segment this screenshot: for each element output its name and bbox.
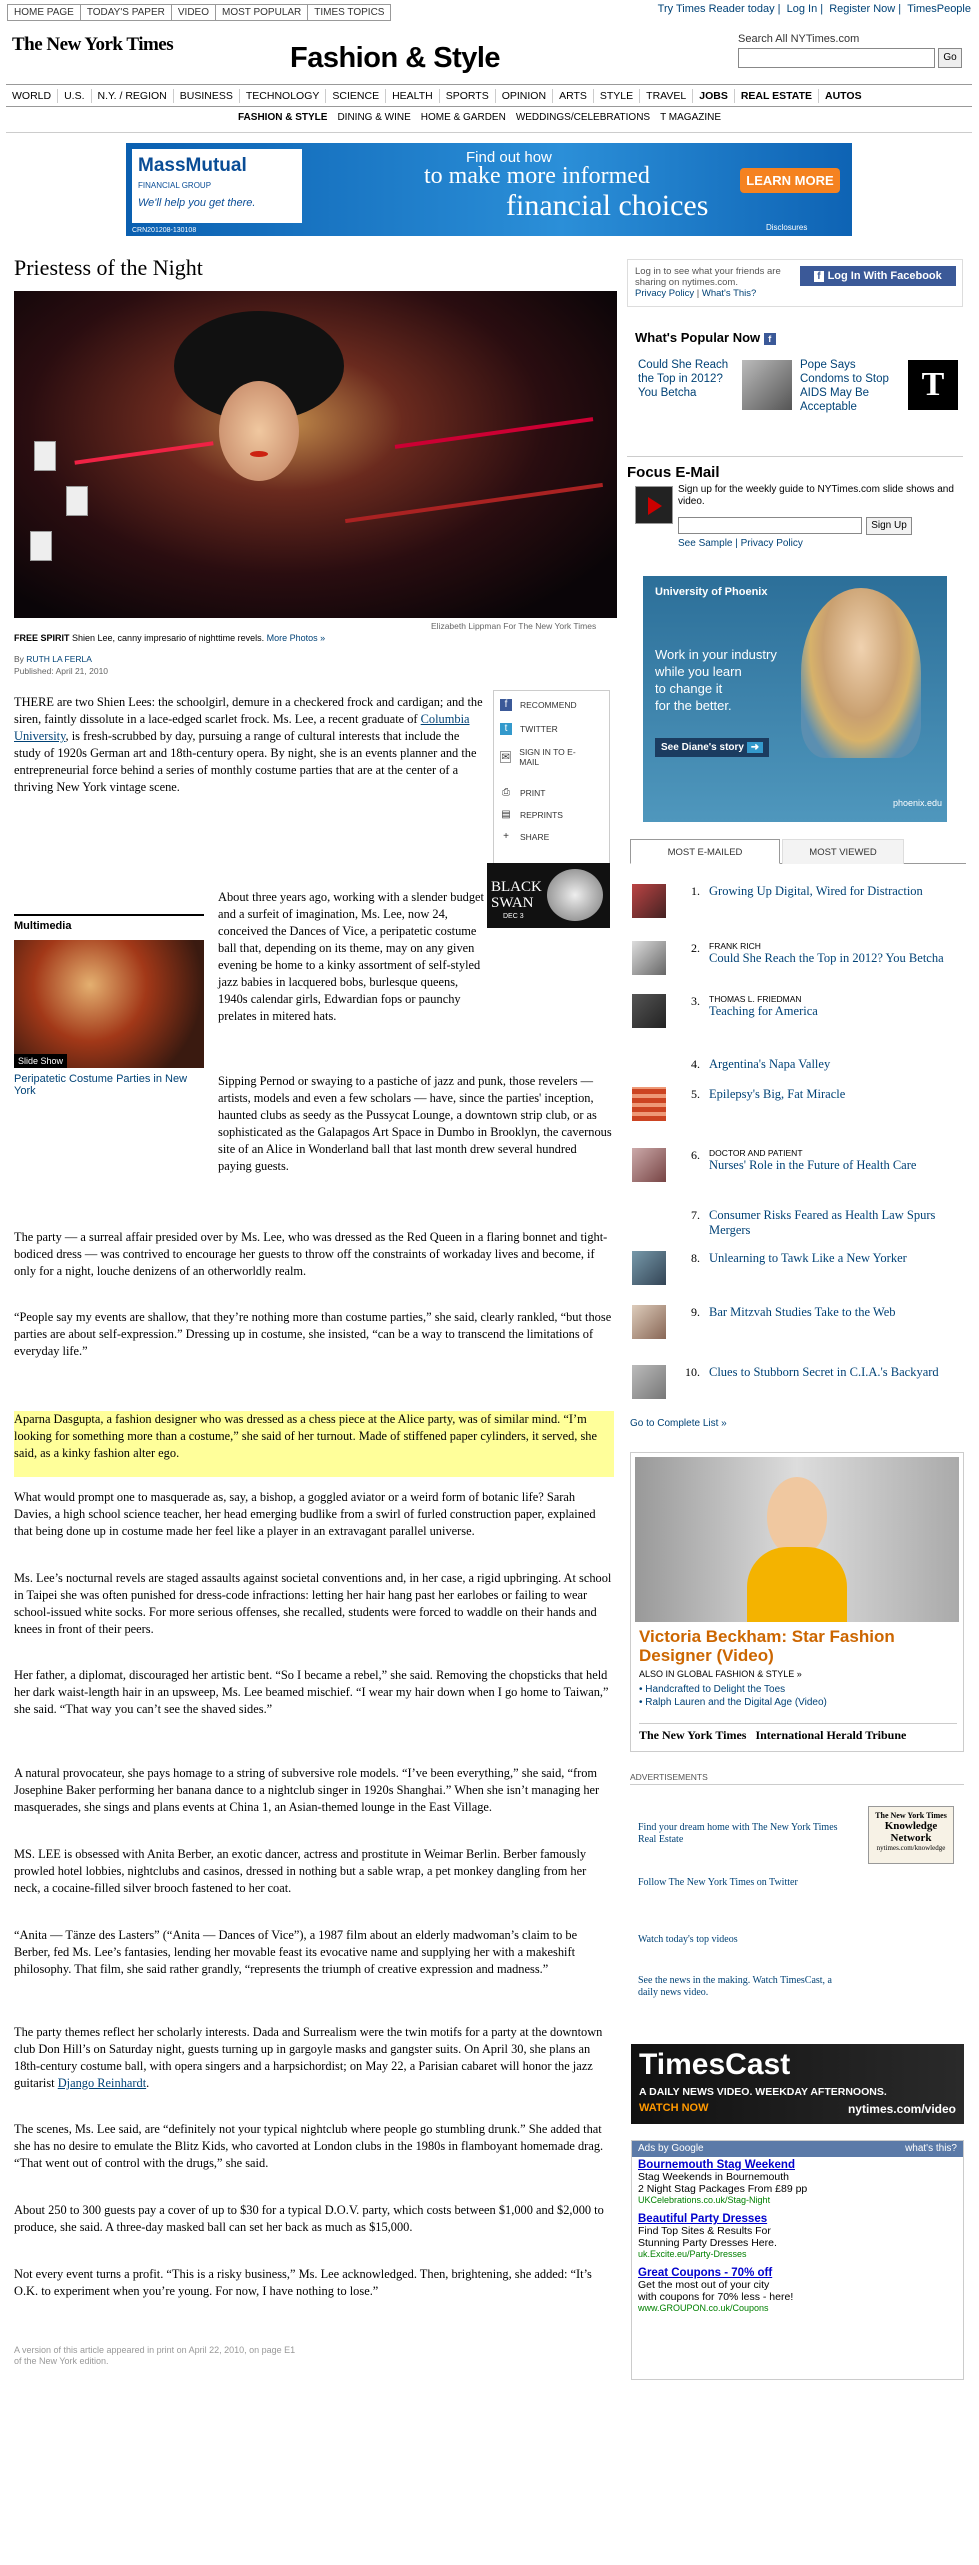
article-paragraph — [14, 1927, 614, 1978]
sub-dining-wine[interactable]: DINING & WINE — [337, 112, 411, 123]
django-reinhardt-link[interactable]: Django Reinhardt — [57, 2076, 147, 2090]
popular-item-1[interactable]: Could She Reach the Top in 2012? You Betcha — [638, 359, 729, 399]
sub-home-garden[interactable]: HOME & GARDEN — [420, 112, 506, 123]
popular-title: What's Popular Now — [635, 330, 761, 345]
share-tool[interactable] — [500, 831, 549, 843]
item-title: Consumer Risks Feared as Health Law Spurs Mergers — [709, 1208, 936, 1237]
section-sports[interactable]: SPORTS — [440, 89, 496, 103]
ad-learn-more-button[interactable]: LEARN MORE — [740, 168, 840, 193]
photo-face — [219, 381, 299, 481]
most-popular-tabs — [630, 839, 966, 864]
byline — [14, 654, 92, 664]
item-title: Epilepsy's Big, Fat Miracle — [709, 1087, 846, 1101]
item-number: 2. — [691, 941, 700, 955]
caption-text: Shien Lee, canny impresario of nighttime revels. — [69, 633, 265, 643]
google-ad-desc: Find Top Sites & Results For — [638, 2225, 771, 2237]
article-paragraph — [14, 694, 484, 796]
focus-privacy-link[interactable]: Privacy Policy — [740, 538, 803, 549]
google-ad-url: www.GROUPON.co.uk/Coupons — [638, 2303, 769, 2313]
ad-face-image — [547, 869, 603, 921]
article-paragraph — [14, 2024, 614, 2092]
item-title: Unlearning to Tawk Like a New Yorker — [709, 1251, 907, 1265]
university-of-phoenix-ad[interactable] — [643, 576, 947, 822]
tool-label: RECOMMEND — [520, 700, 577, 710]
also-in-label[interactable]: ALSO IN GLOBAL FASHION & STYLE » — [639, 1669, 802, 1679]
paragraph-text: What would prompt one to masquerade as, say, a bishop, a goggled aviator or a weird form of botanic life? Sarah Davies, a high school science teacher, her head emerging budlike from a swirl of furled construction paper, explained that being done up in costume made her feel like a player in an extravagant parallel universe. — [14, 1490, 596, 1538]
item-thumb — [632, 1365, 666, 1399]
paragraph-text: Ms. Lee’s nocturnal revels are staged assaults against societal conventions and, in her case, a rigid upbringing. At school in Taipei she was often punished for dress-code infractions: letting her hair hang past her earlobes or failing to wear school-issued white socks. For more serious offenses, she recalled, students were forced to waddle on their hands and knees in front of their peers. — [14, 1571, 612, 1636]
paragraph-text: Aparna Dasgupta, a fashion designer who was dressed as a chess piece at the Alice party, was of similar mind. “I’m looking for something more than a costume,” she said of her turnout. Made of stiffened paper cylinders, it served, she said, as a kinky fashion alter ego. — [14, 1412, 598, 1460]
photo-lips — [250, 451, 268, 457]
tool-label: TWITTER — [520, 724, 558, 734]
section-nav — [6, 84, 972, 107]
section-style[interactable]: STYLE — [594, 89, 640, 103]
sub-t-magazine[interactable]: T MAGAZINE — [660, 112, 722, 123]
see-dianes-story-button[interactable] — [655, 738, 769, 757]
slide-show-badge: Slide Show — [14, 1054, 67, 1068]
item-number: 1. — [691, 884, 700, 898]
massmutual-banner-ad[interactable] — [126, 143, 852, 236]
paragraph-text: The party — a surreal affair presided over by Ms. Lee, who was dressed as the Red Queen in a flaring bonnet and tight-bodiced dress — was contrived to encourage her guests to throw off the constraints of workaday lives and become, if only for a night, louche denizens of an otherworldly realm. — [14, 1230, 608, 1278]
recommend-tool[interactable] — [500, 699, 577, 711]
item-title: Teaching for America — [709, 1004, 818, 1018]
login-link[interactable]: Log In — [786, 3, 818, 15]
photo-light-streak — [345, 483, 603, 523]
item-title: Clues to Stubborn Secret in C.I.A.'s Backyard — [709, 1365, 939, 1379]
ad-tagline: We'll help you get there. — [138, 197, 256, 209]
video-related-links — [639, 1683, 827, 1709]
section-jobs[interactable]: JOBS — [693, 89, 735, 103]
article-paragraph — [14, 1570, 614, 1638]
email-tool[interactable] — [500, 747, 590, 767]
register-link[interactable]: Register Now — [829, 3, 896, 15]
timescast-tagline: A DAILY NEWS VIDEO. WEEKDAY AFTERNOONS. — [639, 2086, 887, 2098]
phoenix-url: phoenix.edu — [893, 798, 943, 808]
ad-link-twitter[interactable] — [638, 1877, 838, 1889]
google-ads-box — [631, 2140, 964, 2380]
tool-label: PRINT — [520, 788, 546, 798]
email-signup-input[interactable] — [678, 517, 862, 534]
phoenix-logo: University of Phoenix — [655, 586, 768, 598]
see-sample-link[interactable]: See Sample — [678, 538, 733, 549]
nav-most-popular[interactable]: MOST POPULAR — [215, 4, 308, 21]
privacy-policy-link[interactable]: Privacy Policy — [635, 288, 695, 299]
item-thumb — [632, 941, 666, 975]
nav-times-topics[interactable]: TIMES TOPICS — [307, 4, 391, 21]
kn-title: Knowledge Network — [884, 1820, 938, 1844]
item-number: 4. — [691, 1057, 700, 1071]
article-paragraph — [14, 2266, 614, 2300]
caption-label: FREE SPIRIT — [14, 633, 70, 643]
item-title: Argentina's Napa Valley — [709, 1057, 831, 1071]
tool-label: REPRINTS — [520, 810, 563, 820]
focus-email-text: Sign up for the weekly guide to NYTimes.com slide shows and video. — [678, 484, 954, 507]
search-input[interactable] — [738, 48, 935, 68]
item-number: 7. — [691, 1208, 700, 1222]
nav-video[interactable]: VIDEO — [171, 4, 216, 21]
paragraph-text: “People say my events are shallow, that they’re nothing more than costume parties,” she said, clearly rankled, “but those parties are about self-expression.” Dressing up in costume, she insisted, “can be a way to transcend the limitations of everyday life.” — [14, 1310, 612, 1358]
phoenix-copy — [655, 646, 777, 714]
victoria-beckham-video-box — [630, 1452, 964, 1752]
search-label: Search All NYTimes.com — [738, 33, 860, 45]
photo-playing-card — [30, 531, 52, 561]
photo-light-streak — [74, 441, 213, 464]
tool-label: SHARE — [520, 832, 550, 842]
paragraph-text: “Anita — Tänze des Lasters” (“Anita — Dances of Vice”), a 1987 film about an elderly madwoman’s claim to be Berber, fed Ms. Lee’s fantasies, lending her movable feast its evocative name and supplying her with a makeshift philosophy. That film, she said rather grandly, “represents the triumph of creative expression and madness.” — [14, 1928, 578, 1976]
section-science[interactable]: SCIENCE — [326, 89, 386, 103]
kn-url: nytimes.com/knowledge — [876, 1844, 946, 1852]
times-reader-link[interactable]: Try Times Reader today — [657, 3, 775, 15]
phoenix-line: Work in your industry — [655, 647, 777, 662]
reprints-icon: ▤ — [501, 809, 511, 820]
related-link-2[interactable]: • Ralph Lauren and the Digital Age (Video) — [639, 1697, 827, 1708]
facebook-icon: f — [764, 333, 776, 345]
multimedia-caption-link[interactable]: Peripatetic Costume Parties in New York — [14, 1073, 188, 1097]
highlighted-paragraph — [14, 1411, 614, 1477]
ad-line3: financial choices — [506, 189, 709, 222]
section-business[interactable]: BUSINESS — [174, 89, 240, 103]
ad-line1: Find out how — [466, 149, 552, 166]
section-arts[interactable]: ARTS — [553, 89, 594, 103]
item-title: Could She Reach the Top in 2012? You Betcha — [709, 951, 944, 965]
email-icon: ✉ — [501, 752, 510, 763]
google-ad-title[interactable]: Bournemouth Stag Weekend — [638, 2159, 795, 2171]
paragraph-text: Sipping Pernod or swaying to a pastiche of jazz and punk, those revelers — artists, models and even a few scholars — have, since the parties' inception, haunted clubs as seedy as the Pussycat Lounge, a downtown strip club, or as sophisticated as the Galapagos Art Space in Dumbo in Brooklyn, the cavernous site of an Alice in Wonderland ball that last month drew several hundred paying guests. — [218, 1074, 612, 1173]
timescast-title: TimesCast — [639, 2048, 791, 2081]
reprints-tool[interactable] — [500, 809, 563, 821]
multimedia-thumbnail[interactable] — [14, 940, 204, 1068]
google-whats-this-link[interactable]: what's this? — [905, 2143, 957, 2154]
sub-fashion-style[interactable]: FASHION & STYLE — [238, 112, 328, 123]
section-autos[interactable]: AUTOS — [825, 89, 862, 102]
print-tool[interactable] — [500, 787, 546, 799]
google-ad-desc: Stunning Party Dresses Here. — [638, 2237, 777, 2249]
google-ads-label: Ads by Google — [638, 2143, 704, 2154]
ad-disclosures-link[interactable]: Disclosures — [766, 223, 808, 232]
paragraph-text: The scenes, Ms. Lee said, are “definitely not your typical nightclub where people go stumbling drunk.” She added that she has no desire to emulate the Blitz Kids, who cavorted at London clubs in the 1980s in flamboyant homemade drag. “That went out of control with the drugs,” she said. — [14, 2122, 604, 2170]
section-real-estate[interactable]: REAL ESTATE — [735, 89, 819, 103]
nyt-t-logo-icon[interactable]: T — [908, 360, 958, 410]
nav-home-page[interactable]: HOME PAGE — [7, 4, 81, 21]
video-dress — [747, 1547, 847, 1622]
phoenix-line: to change it — [655, 681, 723, 696]
tab-most-viewed[interactable]: MOST VIEWED — [782, 839, 904, 864]
more-photos-link[interactable]: More Photos » — [266, 633, 326, 643]
facebook-text: Log in to see what your friends are sharing on nytimes.com. Privacy Policy | What's This? — [635, 266, 781, 299]
article-paragraph — [14, 1765, 614, 1816]
item-number: 6. — [691, 1148, 700, 1162]
arrow-right-icon: ➜ — [747, 742, 763, 753]
item-title: Growing Up Digital, Wired for Distraction — [709, 884, 923, 898]
google-ad-desc: Get the most out of your city — [638, 2279, 770, 2291]
ad-link-text: Watch today's top videos — [638, 1934, 738, 1945]
multimedia-heading: Multimedia — [14, 914, 204, 932]
focus-email-heading: Focus E-Mail — [627, 464, 720, 481]
share-icon: + — [503, 831, 509, 842]
article-paragraph — [218, 889, 486, 1025]
item-title: Bar Mitzvah Studies Take to the Web — [709, 1305, 896, 1319]
google-ad-item[interactable] — [632, 2157, 963, 2211]
photo-caption — [14, 633, 614, 643]
article-headline: Priestess of the Night — [14, 255, 203, 280]
section-title: Fashion & Style — [290, 42, 501, 74]
print-note — [14, 2345, 295, 2367]
paragraph-text: The party themes reflect her scholarly interests. Dada and Surrealism were the twin motifs for a party at the downtown club Don Hill’s on Saturday night, guests turning up in gargoyle masks and gangster suits. On April 30, she plans an 18th-century costume ball, with opera singers and a harpsichordist; on May 22, a Parisian cabaret will honor the jazz guitarist — [14, 2025, 603, 2090]
paragraph-text: , is fresh-scrubbed by day, pursuing a range of cultural interests that include the study of 1920s German art and 18th-century opera. By night, she is an events planner and the entrepreneurial force behind a series of monthly costume parties that are at the center of a thriving New York vintage scene. — [14, 729, 477, 794]
photo-playing-card — [66, 486, 88, 516]
google-ad-desc: with coupons for 70% less - here! — [638, 2291, 794, 2303]
google-ad-url: uk.Excite.eu/Party-Dresses — [638, 2249, 747, 2259]
item-author: DOCTOR AND PATIENT — [709, 1148, 803, 1158]
ad-link-timescast[interactable] — [638, 1975, 838, 1999]
twitter-icon: t — [500, 723, 512, 735]
item-author: THOMAS L. FRIEDMAN — [709, 994, 802, 1004]
whats-this-link[interactable]: What's This? — [701, 288, 757, 299]
columbia-link[interactable]: Columbia University — [14, 712, 470, 743]
item-author: FRANK RICH — [709, 941, 761, 951]
google-ad-title[interactable]: Beautiful Party Dresses — [638, 2213, 768, 2225]
photo-playing-card — [34, 441, 56, 471]
item-thumb — [632, 1305, 666, 1339]
google-ad-desc: Stag Weekends in Bournemouth — [638, 2171, 789, 2183]
paragraph-text: About 250 to 300 guests pay a cover of up to $30 for a typical D.O.V. party, which costs between $1,000 and $2,000 to produce, she said. A three-day masked ball can set her back as much as $15,000. — [14, 2203, 604, 2234]
popular-item-2[interactable]: Pope Says Condoms to Stop AIDS May Be Acceptable — [800, 359, 889, 413]
subsection-nav — [238, 112, 731, 123]
facebook-icon: f — [814, 271, 823, 282]
article-paragraph — [218, 1073, 613, 1175]
paragraph-text: MS. LEE is obsessed with Anita Berber, an exotic dancer, actress and prostitute in Weimar Berlin. Berber famously prowled hotel lobbies, nightclubs and casinos, dressed in nothing but a sable wrap, a pet monkey dangling from her neck, a cocaine-filled silver brooch fastened to her coat. — [14, 1847, 587, 1895]
whats-popular-heading — [635, 330, 776, 345]
article-tools — [493, 690, 610, 875]
article-paragraph — [14, 1489, 614, 1540]
facebook-login-button[interactable] — [800, 266, 956, 286]
photo-light-streak — [395, 417, 594, 449]
paragraph-text: Her father, a diplomat, discouraged her artistic bent. “So I became a rebel,” she said. Removing the chopsticks that held her dark waist-length hair in an upsweep, Ms. Lee beamed mischief. “I wear my hair down when I go home to Taiwan,” she said. “That way you can’t see the shaved sides.” — [14, 1668, 609, 1716]
ad-brand-sub: FINANCIAL GROUP — [138, 181, 212, 190]
item-thumb — [632, 1148, 666, 1182]
timespeople-link[interactable]: TimesPeople — [907, 3, 971, 15]
google-ad-url: UKCelebrations.co.uk/Stag-Night — [638, 2195, 771, 2205]
article-paragraph — [14, 2202, 614, 2236]
article-paragraph — [14, 1229, 614, 1280]
facebook-icon: f — [500, 699, 512, 711]
advertisements-label: ADVERTISEMENTS — [630, 1772, 964, 1785]
related-link-text: Ralph Lauren and the Digital Age (Video) — [645, 1697, 827, 1708]
divider — [627, 456, 963, 457]
ad-link-text: Find your dream home with The New York Times Real Estate — [638, 1822, 838, 1845]
popular-thumb-1[interactable] — [742, 360, 792, 410]
kn-brand: The New York Times — [875, 1811, 947, 1820]
print-icon: ⎙ — [502, 787, 510, 798]
ad-link-text: Follow The New York Times on Twitter — [638, 1877, 798, 1888]
print-note-line: of the New York edition. — [14, 2356, 109, 2366]
section-travel[interactable]: TRAVEL — [640, 89, 693, 103]
ad-brand: MassMutual — [138, 155, 247, 176]
tab-most-emailed[interactable]: MOST E-MAILED — [630, 839, 780, 864]
sub-weddings[interactable]: WEDDINGS/CELEBRATIONS — [515, 112, 651, 123]
published-date: Published: April 21, 2010 — [14, 666, 109, 676]
phoenix-line: while you learn — [655, 664, 742, 679]
item-thumb — [632, 994, 666, 1028]
timescast-url: nytimes.com/video — [847, 2102, 956, 2116]
paragraph-text: A natural provocateur, she pays homage to a string of subversive role models. “I’ve been everything,” she said, “from Josephine Baker performing her banana dance to a nightclub singer in 1920s Shanghai.” When she isn’t managing her masquerades, she sings and plans events at China 1, an Asian-themed lounge in the East Village. — [14, 1766, 600, 1814]
related-link-text: Handcrafted to Delight the Toes — [645, 1684, 786, 1695]
ad-link-text: See the news in the making. Watch TimesCast, a daily news video. — [638, 1975, 832, 1998]
google-ad-title[interactable]: Great Coupons - 70% off — [638, 2267, 773, 2279]
item-number: 10. — [685, 1365, 700, 1379]
iht-logo: International Herald Tribune — [755, 1728, 907, 1742]
search-go-button[interactable]: Go — [938, 48, 962, 68]
video-face — [767, 1477, 827, 1557]
item-title: Nurses' Role in the Future of Health Care — [709, 1158, 917, 1172]
google-ads-header — [632, 2141, 963, 2157]
divider — [6, 132, 972, 133]
photo-credit: Elizabeth Lippman For The New York Times — [431, 621, 597, 631]
nyt-iht-logos — [639, 1723, 957, 1743]
timescast-watch-now[interactable]: WATCH NOW — [639, 2102, 709, 2114]
top-utility-nav — [7, 4, 390, 21]
google-ad-item[interactable] — [632, 2265, 963, 2319]
author-link[interactable]: RUTH LA FERLA — [26, 654, 92, 664]
video-title[interactable]: Victoria Beckham: Star Fashion Designer (Video) — [639, 1627, 895, 1665]
item-number: 3. — [691, 994, 700, 1008]
paragraph-text: . — [146, 2076, 150, 2090]
related-link-1[interactable]: • Handcrafted to Delight the Toes — [639, 1684, 786, 1695]
sign-up-button[interactable]: Sign Up — [866, 517, 912, 535]
section-us[interactable]: U.S. — [58, 89, 91, 103]
section-technology[interactable]: TECHNOLOGY — [240, 89, 327, 103]
ad-woman-photo — [801, 588, 921, 758]
item-thumb — [632, 1251, 666, 1285]
item-number: 5. — [691, 1087, 700, 1101]
twitter-tool[interactable] — [500, 723, 558, 735]
print-note-line: A version of this article appeared in print on April 22, 2010, on page E1 — [14, 2345, 296, 2355]
section-nyregion[interactable]: N.Y. / REGION — [92, 89, 174, 103]
timescast-ad[interactable] — [631, 2044, 964, 2124]
focus-links: See Sample | Privacy Policy — [678, 538, 803, 549]
google-ad-desc: 2 Night Stag Packages From £89 pp — [638, 2183, 808, 2195]
ad-link-real-estate[interactable] — [638, 1822, 838, 1846]
article-photo[interactable] — [14, 291, 617, 618]
facebook-button-label: Log In With Facebook — [827, 270, 942, 282]
paragraph-text: About three years ago, working with a slender budget and a surfeit of imagination, Ms. Lee, now 24, conceived the Dances of Vice, a peripatetic costume ball that, depending on its theme, may on any given evening be home to a kinky assortment of self-styled jazz babies in lacquered bobs, burlesque queens, 1940s calendar girls, Edwardian fops or paunchy prelates in mitered hats. — [218, 890, 484, 1023]
article-paragraph — [14, 1309, 614, 1360]
google-ad-item[interactable] — [632, 2211, 963, 2265]
paragraph-text: THERE are two Shien Lees: the schoolgirl, demure in a checkered frock and cardigan; and the siren, faintly dissolute in a lace-edged scarlet frock. Ms. Lee, a recent graduate of — [14, 695, 483, 726]
article-paragraph — [14, 1667, 614, 1718]
black-swan-title: BLACK SWAN — [491, 879, 542, 911]
item-thumb — [632, 884, 666, 918]
section-world[interactable]: WORLD — [6, 89, 58, 103]
ad-link-videos[interactable] — [638, 1934, 838, 1946]
knowledge-network-ad[interactable] — [868, 1806, 954, 1864]
nav-todays-paper[interactable]: TODAY'S PAPER — [80, 4, 172, 21]
section-opinion[interactable]: OPINION — [496, 89, 553, 103]
item-number: 9. — [691, 1305, 700, 1319]
tool-label: SIGN IN TO E-MAIL — [519, 747, 576, 767]
cta-label: See Diane's story — [661, 742, 744, 753]
nyt-logo-small: The New York Times — [639, 1728, 747, 1742]
article-paragraph — [14, 2121, 614, 2172]
account-links: Try Times Reader today | Log In | Register Now | TimesPeople — [657, 3, 971, 15]
nyt-logo[interactable]: The New York Times — [12, 34, 174, 55]
ad-line2: to make more informed — [424, 163, 650, 189]
black-swan-date: DEC 3 — [503, 913, 524, 920]
complete-list-link[interactable]: Go to Complete List » — [630, 1418, 727, 1429]
article-paragraph — [14, 1846, 614, 1897]
facebook-desc: Log in to see what your friends are sharing on nytimes.com. — [635, 266, 781, 288]
ad-code: CRN201208-130108 — [132, 227, 197, 234]
phoenix-line: for the better. — [655, 698, 732, 713]
video-play-icon — [635, 486, 673, 524]
video-thumbnail[interactable] — [635, 1457, 959, 1622]
item-thumb — [632, 1087, 666, 1121]
section-health[interactable]: HEALTH — [386, 89, 440, 103]
byline-by: By — [14, 654, 24, 664]
paragraph-text: Not every event turns a profit. “This is a risky business,” Ms. Lee acknowledged. Then, brightening, she added: “It’s O.K. to experiment when you’re young. For now, I have nothing to lose.” — [14, 2267, 592, 2298]
item-number: 8. — [691, 1251, 700, 1265]
black-swan-ad[interactable] — [487, 863, 610, 928]
